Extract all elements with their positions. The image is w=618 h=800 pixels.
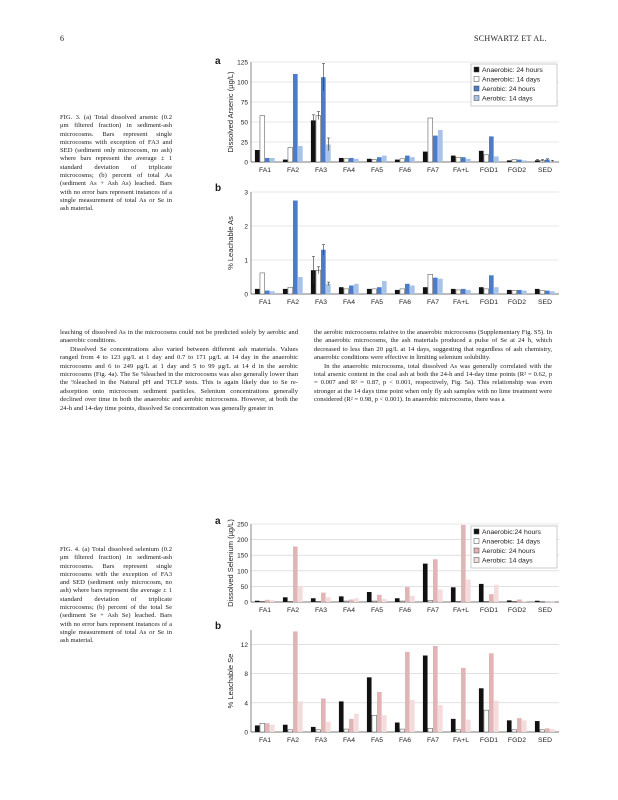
bar <box>522 291 527 294</box>
x-tick-label: FA3 <box>314 607 328 614</box>
y-tick-label: 12 <box>240 642 248 650</box>
legend-label: Anaerobic: 14 days <box>482 538 541 546</box>
x-tick-label: FA6 <box>398 737 412 744</box>
bar <box>456 290 461 294</box>
x-tick-label: FA7 <box>426 299 440 306</box>
x-tick-label: FA1 <box>258 737 272 744</box>
bar <box>349 719 354 732</box>
y-tick-label: 25 <box>240 139 248 147</box>
figure-4b-chart <box>225 624 565 748</box>
bar <box>288 601 293 602</box>
x-tick-label: FA6 <box>398 299 412 306</box>
bar <box>451 719 456 732</box>
bar <box>372 601 377 602</box>
bar <box>344 159 349 162</box>
x-tick-label: FA2 <box>286 607 300 614</box>
x-tick-label: FA2 <box>286 167 300 174</box>
bar <box>550 729 555 732</box>
bar <box>410 700 415 732</box>
x-tick-label: FA3 <box>314 737 328 744</box>
x-tick-label: FA5 <box>370 167 384 174</box>
body-paragraph: In the anaerobic microcosms, total dissolved As was generally correlated with the total arsenic content in the coal ash at both the 24-h and 14-day time points (R² = 0.62, p = 0.007 and R² = 0.87, p < 0.001, respectively, Fig. 5a). This relationship was even stronger at the 14 days time point when only fly ash samples with no lime treatment were considered (R² = 0.98, p < 0.001). In anaerobic microcosms, there was a <box>314 362 552 404</box>
y-axis-label: Dissolved Selenium (µg/L) <box>226 519 235 607</box>
page-number: 6 <box>60 34 64 43</box>
x-tick-label: SED <box>538 167 552 174</box>
x-tick-label: FGD2 <box>507 737 527 744</box>
bar <box>522 160 527 162</box>
bar <box>461 525 466 602</box>
bar <box>535 289 540 294</box>
bar <box>484 710 489 732</box>
bar <box>461 157 466 162</box>
bar <box>354 598 359 602</box>
y-tick-label: 100 <box>237 79 248 87</box>
bar <box>321 593 326 602</box>
bar <box>377 157 382 162</box>
bar <box>316 116 321 162</box>
bar <box>377 595 382 602</box>
bar <box>265 158 270 162</box>
bar <box>535 601 540 602</box>
bar <box>479 688 484 732</box>
bar <box>400 601 405 602</box>
bar <box>270 158 275 162</box>
figure-4b-letter: b <box>215 621 222 632</box>
y-tick-label: 2 <box>244 223 248 231</box>
bar <box>326 722 331 732</box>
figure-3a-letter: a <box>215 56 221 67</box>
bar <box>339 158 344 162</box>
bar <box>283 725 288 732</box>
x-tick-label: FGD1 <box>479 167 499 174</box>
bar <box>540 730 545 732</box>
x-tick-label: FA1 <box>258 299 272 306</box>
legend-swatch <box>474 539 479 544</box>
x-tick-label: FGD2 <box>507 299 527 306</box>
bar <box>382 281 387 294</box>
legend-label: Aerobic: 14 days <box>482 557 533 565</box>
bar <box>461 289 466 294</box>
bar <box>451 587 456 602</box>
x-tick-label: FA6 <box>398 167 412 174</box>
legend-swatch <box>474 96 479 101</box>
bar <box>405 156 410 162</box>
bar <box>517 600 522 602</box>
bar <box>489 653 494 732</box>
bar <box>512 160 517 162</box>
x-tick-label: FA+L <box>452 299 470 306</box>
bar <box>255 150 260 162</box>
y-axis-label: % Leachable As <box>226 216 235 270</box>
y-tick-label: 0 <box>244 599 248 607</box>
x-tick-label: FGD1 <box>479 299 499 306</box>
bar <box>466 580 471 602</box>
bar <box>438 590 443 602</box>
bar <box>260 273 265 294</box>
bar <box>507 720 512 732</box>
bar <box>311 598 316 602</box>
bar <box>540 602 545 603</box>
bar <box>283 597 288 602</box>
bar <box>479 151 484 162</box>
y-tick-label: 50 <box>240 119 248 127</box>
figure-3-caption: FIG. 3. (a) Total dissolved arsenic (0.2 μm filtered fraction) in sediment-ash microcosms. Bars represent single microcosms with exception of FA3 and SED (sediment only microcosm, no ash) where bars represent the average ± 1 standard deviation of triplicate microcosms; (b) percent of total As (sediment As + Ash As) leached. Bars with no error bars represent instances of a single measurement of total As or Se in ash material. <box>60 114 172 213</box>
x-tick-label: FA1 <box>258 607 272 614</box>
figure-4-caption: FIG. 4. (a) Total dissolved selenium (0.2 μm filtered fraction) in sediment-ash microcosms. Bars represent single microcosms with the exception of FA3 and SED (sediment only microcosm, no ash) where bars represent the average ± 1 standard deviation of triplicate microcosms; (b) percent of the total Se (sediment Se + Ash Se) leached. Bars with no error bars represent instances of a single measurement of total As or Se in ash material. <box>60 546 172 645</box>
bar <box>461 668 466 732</box>
bar <box>545 291 550 294</box>
bar <box>410 286 415 295</box>
bar <box>489 594 494 602</box>
bar <box>265 291 270 294</box>
bar <box>298 277 303 294</box>
bar <box>255 289 260 294</box>
bar <box>540 291 545 294</box>
bar <box>344 601 349 602</box>
bar <box>326 597 331 602</box>
legend-swatch <box>474 86 479 91</box>
bar <box>265 723 270 732</box>
bar <box>316 730 321 732</box>
figure-3b-chart <box>225 186 565 310</box>
bar <box>451 289 456 294</box>
bar <box>517 160 522 162</box>
y-tick-label: 50 <box>240 583 248 591</box>
bar <box>395 723 400 732</box>
bar <box>339 596 344 602</box>
bar <box>405 587 410 602</box>
bar <box>382 715 387 732</box>
y-tick-label: 4 <box>244 700 248 708</box>
bar <box>494 156 499 162</box>
legend-label: Aerobic: 24 hours <box>482 86 536 93</box>
y-tick-label: 8 <box>244 671 248 679</box>
bar <box>321 250 326 294</box>
bar <box>400 729 405 732</box>
bar <box>344 289 349 294</box>
bar <box>293 201 298 295</box>
y-tick-label: 100 <box>237 568 248 576</box>
x-tick-label: FA7 <box>426 737 440 744</box>
bar <box>428 274 433 294</box>
bar <box>255 725 260 732</box>
bar <box>423 656 428 733</box>
y-tick-label: 3 <box>244 189 248 197</box>
y-tick-label: 200 <box>237 537 248 545</box>
figure-4a-chart <box>225 518 565 618</box>
bar <box>400 159 405 162</box>
bar <box>288 730 293 732</box>
bar <box>260 601 265 602</box>
bar <box>354 714 359 732</box>
bar <box>507 600 512 602</box>
bar <box>484 155 489 162</box>
x-tick-label: FA3 <box>314 167 328 174</box>
y-tick-label: 125 <box>237 59 248 67</box>
bar <box>367 677 372 732</box>
bar <box>260 723 265 732</box>
x-tick-label: FA5 <box>370 299 384 306</box>
x-tick-label: FA+L <box>452 167 470 174</box>
y-tick-label: 0 <box>244 729 248 737</box>
bar <box>545 602 550 603</box>
figure-4a-letter: a <box>215 516 221 527</box>
bar <box>293 74 298 162</box>
legend-swatch <box>474 548 479 553</box>
x-tick-label: FA5 <box>370 737 384 744</box>
x-tick-label: FA+L <box>452 737 470 744</box>
bar <box>494 701 499 732</box>
bar <box>438 705 443 732</box>
bar <box>283 289 288 294</box>
bar <box>316 270 321 294</box>
bar <box>433 646 438 732</box>
bar <box>522 601 527 602</box>
figure-3a-chart <box>225 56 565 178</box>
legend-label: Anaerobic: 24 hours <box>482 67 543 74</box>
bar <box>489 275 494 294</box>
bar <box>367 592 372 602</box>
bar <box>316 601 321 602</box>
bar <box>466 159 471 162</box>
bar <box>517 290 522 294</box>
bar <box>265 600 270 602</box>
x-tick-label: FA5 <box>370 607 384 614</box>
x-tick-label: FA4 <box>342 737 356 744</box>
bar <box>479 287 484 294</box>
bar <box>298 701 303 732</box>
x-tick-label: FA4 <box>342 607 356 614</box>
bar <box>451 156 456 162</box>
bar <box>428 600 433 602</box>
x-tick-label: SED <box>538 737 552 744</box>
bar <box>293 631 298 732</box>
bar <box>367 159 372 162</box>
bar <box>410 596 415 602</box>
bar <box>423 287 428 294</box>
bar <box>372 715 377 732</box>
legend-swatch <box>474 77 479 82</box>
bar <box>339 287 344 294</box>
bar <box>311 120 316 162</box>
body-paragraph: leaching of dissolved As in the microcosms could not be predicted solely by aerobic and anaerobic conditions. <box>60 329 298 345</box>
bar <box>494 287 499 294</box>
x-tick-label: FA7 <box>426 167 440 174</box>
bar <box>507 160 512 162</box>
bar <box>367 289 372 294</box>
legend-swatch <box>474 558 479 563</box>
bar <box>428 118 433 162</box>
bar <box>298 586 303 602</box>
y-tick-label: 0 <box>244 291 248 299</box>
bar <box>438 130 443 162</box>
bar <box>344 729 349 732</box>
y-tick-label: 1 <box>244 257 248 265</box>
bar <box>255 601 260 602</box>
y-axis-label: % Leachable Se <box>226 653 235 709</box>
bar <box>377 287 382 294</box>
x-tick-label: FGD2 <box>507 167 527 174</box>
y-tick-label: 150 <box>237 552 248 560</box>
legend-label: Anaerobic: 14 days <box>482 76 541 84</box>
y-axis-label: Dissolved Arsenic (µg/L) <box>226 71 235 153</box>
x-tick-label: FA1 <box>258 167 272 174</box>
bar <box>479 584 484 602</box>
bar <box>382 156 387 162</box>
bar <box>395 598 400 602</box>
bar <box>423 152 428 162</box>
x-tick-label: FGD1 <box>479 737 499 744</box>
x-tick-label: FA4 <box>342 167 356 174</box>
x-tick-label: FA2 <box>286 737 300 744</box>
bar <box>489 136 494 162</box>
bar <box>377 692 382 732</box>
bar <box>260 116 265 162</box>
x-tick-label: FA6 <box>398 607 412 614</box>
bar <box>288 287 293 294</box>
bar <box>517 718 522 732</box>
bar <box>339 701 344 732</box>
bar <box>283 160 288 162</box>
y-tick-label: 0 <box>244 159 248 167</box>
bar <box>410 157 415 162</box>
legend-label: Anaerobic:24 hours <box>482 529 541 536</box>
bar <box>395 160 400 162</box>
bar <box>400 289 405 294</box>
bar <box>456 730 461 732</box>
legend-label: Aerobic: 14 days <box>482 95 533 103</box>
bar <box>354 159 359 162</box>
bar <box>270 291 275 294</box>
bar <box>372 160 377 162</box>
bar <box>494 585 499 602</box>
bar <box>545 728 550 732</box>
bar <box>522 720 527 732</box>
bar <box>438 279 443 294</box>
bar <box>354 284 359 294</box>
bar <box>349 286 354 295</box>
bar <box>349 600 354 602</box>
bar <box>433 136 438 162</box>
bar <box>428 728 433 732</box>
bar <box>456 601 461 602</box>
bar <box>270 600 275 602</box>
bar <box>311 727 316 732</box>
bar <box>405 284 410 294</box>
legend-label: Aerobic: 24 hours <box>482 548 536 555</box>
x-tick-label: SED <box>538 299 552 306</box>
legend-swatch <box>474 67 479 72</box>
bar <box>293 546 298 602</box>
x-tick-label: FA2 <box>286 299 300 306</box>
bar <box>484 601 489 602</box>
body-column-left <box>60 329 298 413</box>
bar <box>298 146 303 162</box>
bar <box>535 721 540 732</box>
bar <box>484 289 489 294</box>
bar <box>395 290 400 294</box>
legend-swatch <box>474 529 479 534</box>
body-paragraph: Dissolved Se concentrations also varied between different ash materials. Values ranged from 4 to 123 μg/L at 1 day and 0.7 to 171 μg/L at 14 day in the anaerobic microcosms and 6 to 249 μg/L at 1 day and 5 to 99 μg/L at 14 d in the aerobic microcosms (Fig. 4a). The Se %leached in the microcosms was also generally lower than the %leached in the Natural pH and TCLP tests. This is again likely due to Se re-adsorption onto microcosm sediment particles. Selenium concentrations generally declined over time in both the anaerobic and aerobic microcosms. However, at both the 24-h and 14-day time points, dissolved Se concentration was generally greater in <box>60 345 298 412</box>
bar <box>466 290 471 294</box>
bar <box>507 290 512 294</box>
running-title: SCHWARTZ ET AL. <box>474 34 547 43</box>
bar <box>512 291 517 294</box>
y-tick-label: 75 <box>240 99 248 107</box>
body-paragraph: the aerobic microcosms relative to the anaerobic microcosms (Supplementary Fig. S5). In the anaerobic microcosms, the ash materials produced a pulse of Se at 24 h, which decreased to less than 20 μg/L at 14 days, suggesting that regardless of ash chemistry, anaerobic conditions were effective in limiting selenium solubility. <box>314 329 552 362</box>
bar <box>512 730 517 732</box>
bar <box>270 725 275 732</box>
bar <box>456 157 461 162</box>
x-tick-label: FA7 <box>426 607 440 614</box>
bar <box>550 602 555 603</box>
bar <box>288 148 293 162</box>
bar <box>550 291 555 294</box>
figure-3b-letter: b <box>215 183 222 194</box>
x-tick-label: FA+L <box>452 607 470 614</box>
bar <box>466 720 471 732</box>
bar <box>321 698 326 732</box>
y-tick-label: 250 <box>237 521 248 529</box>
x-tick-label: FGD1 <box>479 607 499 614</box>
bar <box>423 564 428 602</box>
bar <box>512 601 517 602</box>
x-tick-label: FGD2 <box>507 607 527 614</box>
bar <box>433 278 438 294</box>
x-tick-label: FA3 <box>314 299 328 306</box>
bar <box>405 652 410 732</box>
bar <box>382 599 387 602</box>
bar <box>433 559 438 602</box>
x-tick-label: SED <box>538 607 552 614</box>
bar <box>372 289 377 294</box>
body-column-right <box>314 329 552 405</box>
x-tick-label: FA4 <box>342 299 356 306</box>
bar <box>349 158 354 162</box>
